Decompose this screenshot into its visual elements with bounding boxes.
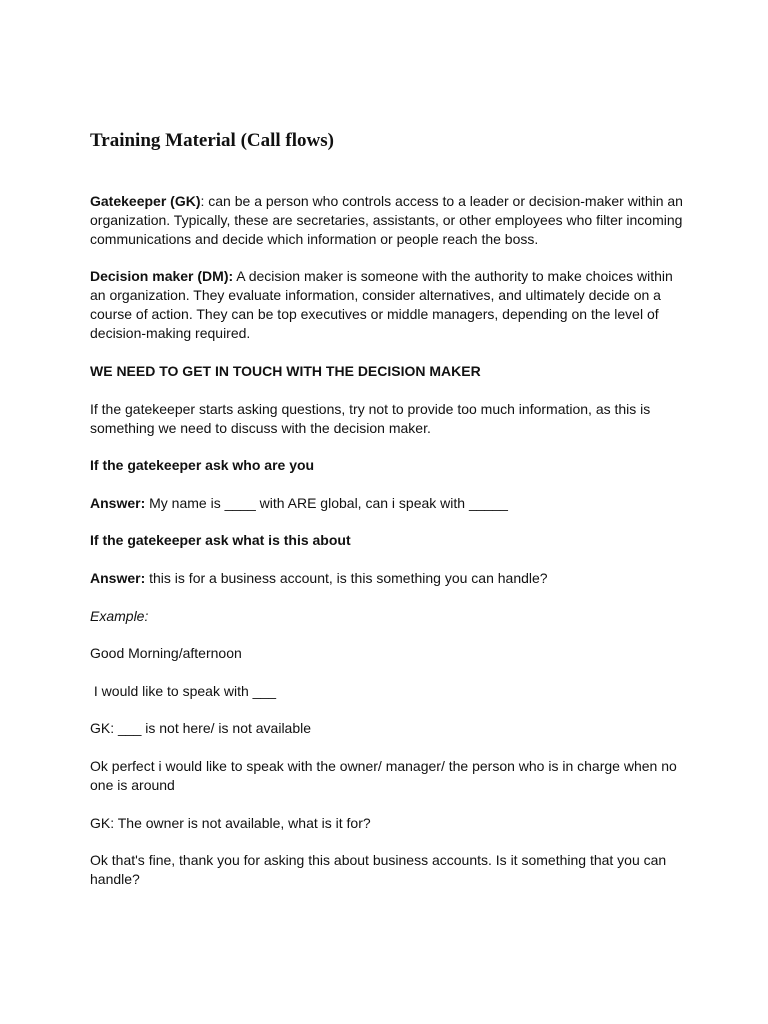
gatekeeper-text: : can be a person who controls access to a leader or decision-maker within an organization. Typically, these are secretaries, assistants, or other employees who filter incoming communications and decide which information or people reach the boss.: [90, 193, 683, 247]
dialogue-line: Good Morning/afternoon: [90, 645, 242, 661]
answer-label: Answer:: [90, 495, 146, 511]
answer-what-is-this-about: [90, 569, 690, 588]
decision-maker-text: A decision maker is someone with the authority to make choices within an organization. They evaluate information, consider alternatives, and ultimately decide on a course of action. They can be top executives or middle managers, depending on the level of decision-making required.: [90, 268, 673, 341]
dialogue-line: Ok perfect i would like to speak with the owner/ manager/ the person who is in charge when no one is around: [90, 758, 677, 793]
dialogue-line: Ok that's fine, thank you for asking this about business accounts. Is it something that you can handle?: [90, 852, 667, 887]
dialogue-line: GK: ___ is not here/ is not available: [90, 720, 312, 736]
decision-maker-term: Decision maker (DM):: [90, 268, 234, 284]
example-label: Example:: [90, 608, 149, 624]
answer-who-are-you: [90, 494, 690, 513]
document-title: Training Material (Call flows): [90, 130, 334, 151]
question-what-is-this-about: If the gatekeeper ask what is this about: [90, 532, 351, 548]
question-who-are-you: If the gatekeeper ask who are you: [90, 457, 315, 473]
answer-text: My name is ____ with ARE global, can i speak with _____: [145, 495, 508, 511]
gatekeeper-term: Gatekeeper (GK): [90, 193, 201, 209]
decision-maker-headline: WE NEED TO GET IN TOUCH WITH THE DECISION MAKER: [90, 363, 481, 379]
gatekeeper-definition: [90, 192, 690, 249]
dialogue-line: GK: The owner is not available, what is it for?: [90, 815, 371, 831]
decision-maker-definition: [90, 267, 690, 343]
answer-label: Answer:: [90, 570, 146, 586]
dialogue-line: I would like to speak with ___: [90, 683, 276, 699]
answer-text: this is for a business account, is this something you can handle?: [145, 570, 548, 586]
intro-paragraph: If the gatekeeper starts asking questions, try not to provide too much information, as this is something we need to discuss with the decision maker.: [90, 401, 651, 436]
